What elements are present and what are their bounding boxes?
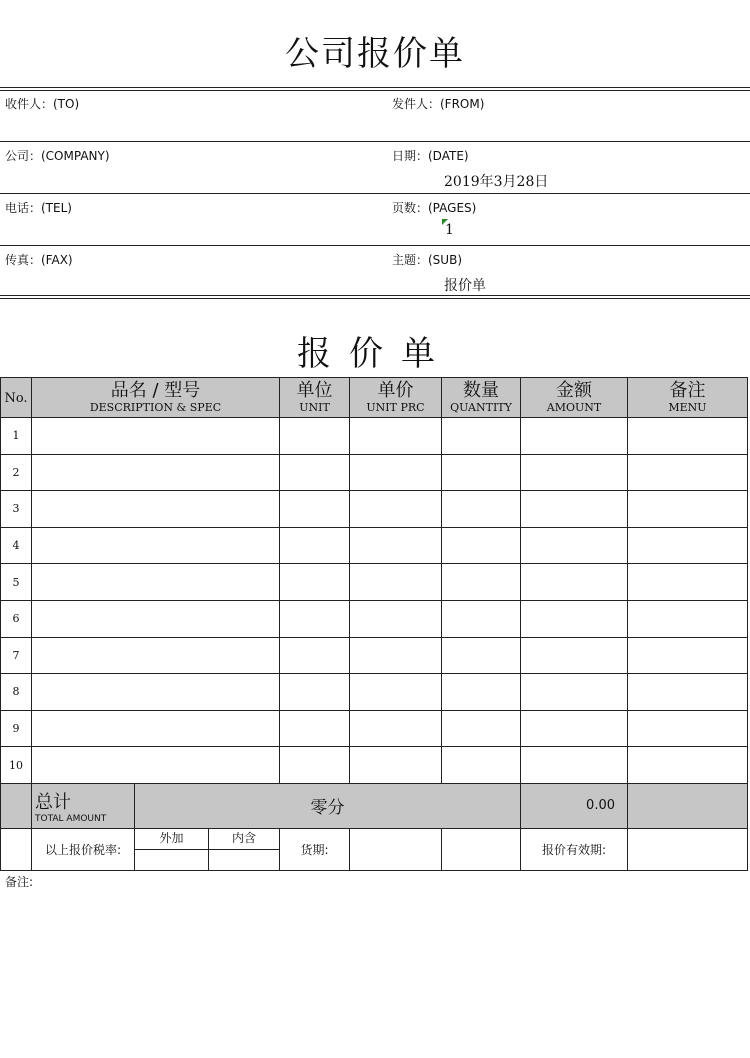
cell-unit-price[interactable] — [350, 674, 442, 711]
remarks-label: 备注: — [5, 875, 34, 889]
cell-description[interactable] — [32, 527, 280, 564]
cell-description[interactable] — [32, 710, 280, 747]
cell-quantity[interactable] — [442, 674, 521, 711]
cell-memo[interactable] — [628, 747, 748, 784]
table-row — [1, 710, 748, 747]
cell-unit[interactable] — [280, 674, 350, 711]
cell-unit[interactable] — [280, 747, 350, 784]
cell-quantity[interactable] — [442, 710, 521, 747]
cell-unit-price[interactable] — [350, 491, 442, 528]
tax-options — [135, 828, 280, 870]
cell-amount[interactable] — [521, 564, 628, 601]
cell-unit-price[interactable] — [350, 637, 442, 674]
cell-description[interactable] — [32, 637, 280, 674]
row-number: 8 — [1, 674, 32, 711]
cell-amount[interactable] — [521, 527, 628, 564]
cell-memo[interactable] — [628, 564, 748, 601]
cell-amount[interactable] — [521, 454, 628, 491]
total-blank — [1, 783, 32, 828]
pages-label: 页数：(PAGES) — [392, 201, 477, 215]
tax-included-value[interactable] — [209, 850, 279, 870]
tax-extra-label: 外加 — [135, 829, 209, 849]
tax-row — [1, 828, 748, 870]
row-number: 6 — [1, 600, 32, 637]
cell-description[interactable] — [32, 674, 280, 711]
cell-description[interactable] — [32, 564, 280, 601]
row-number: 3 — [1, 491, 32, 528]
header-unit-price: 单价 UNIT PRC — [350, 378, 442, 418]
cell-amount[interactable] — [521, 491, 628, 528]
cell-memo[interactable] — [628, 674, 748, 711]
table-row — [1, 747, 748, 784]
table-row — [1, 527, 748, 564]
cell-unit[interactable] — [280, 600, 350, 637]
cell-amount[interactable] — [521, 710, 628, 747]
cell-memo[interactable] — [628, 637, 748, 674]
cell-amount[interactable] — [521, 747, 628, 784]
header-description: 品名 / 型号 DESCRIPTION & SPEC — [32, 378, 280, 418]
header-amount: 金额 AMOUNT — [521, 378, 628, 418]
cell-description[interactable] — [32, 747, 280, 784]
cell-quantity[interactable] — [442, 600, 521, 637]
cell-unit[interactable] — [280, 637, 350, 674]
cell-quantity[interactable] — [442, 637, 521, 674]
tax-rate-label: 以上报价税率: — [32, 828, 135, 870]
header-unit: 单位 UNIT — [280, 378, 350, 418]
cell-unit[interactable] — [280, 564, 350, 601]
validity-label: 报价有效期: — [521, 828, 628, 870]
cell-unit-price[interactable] — [350, 710, 442, 747]
cell-description[interactable] — [32, 491, 280, 528]
tax-blank — [1, 828, 32, 870]
table-row — [1, 564, 748, 601]
cell-description[interactable] — [32, 418, 280, 455]
cell-quantity[interactable] — [442, 454, 521, 491]
cell-description[interactable] — [32, 454, 280, 491]
cell-quantity[interactable] — [442, 491, 521, 528]
row-number: 9 — [1, 710, 32, 747]
cell-memo[interactable] — [628, 454, 748, 491]
cell-quantity[interactable] — [442, 747, 521, 784]
cell-unit-price[interactable] — [350, 564, 442, 601]
cell-memo[interactable] — [628, 527, 748, 564]
total-label: 总计 TOTAL AMOUNT — [32, 783, 135, 828]
tax-extra-value[interactable] — [135, 850, 209, 870]
cell-unit[interactable] — [280, 527, 350, 564]
header-memo: 备注 MENU — [628, 378, 748, 418]
cell-unit[interactable] — [280, 491, 350, 528]
table-row — [1, 674, 748, 711]
delivery-extra[interactable] — [442, 828, 521, 870]
date-label: 日期：(DATE) — [392, 149, 469, 163]
cell-memo[interactable] — [628, 600, 748, 637]
delivery-label: 货期: — [280, 828, 350, 870]
cell-quantity[interactable] — [442, 564, 521, 601]
cell-unit-price[interactable] — [350, 418, 442, 455]
row-number: 2 — [1, 454, 32, 491]
table-row — [1, 600, 748, 637]
row-number: 4 — [1, 527, 32, 564]
row-number: 10 — [1, 747, 32, 784]
row-number: 5 — [1, 564, 32, 601]
validity-value[interactable] — [628, 828, 748, 870]
delivery-value[interactable] — [350, 828, 442, 870]
table-row — [1, 637, 748, 674]
cell-unit-price[interactable] — [350, 600, 442, 637]
row-number: 7 — [1, 637, 32, 674]
table-row — [1, 454, 748, 491]
cell-memo[interactable] — [628, 491, 748, 528]
cell-unit-price[interactable] — [350, 454, 442, 491]
date-value[interactable]: 2019年3月28日 — [444, 174, 549, 190]
table-row — [1, 418, 748, 455]
divider — [0, 245, 750, 246]
total-memo[interactable] — [628, 783, 748, 828]
cell-amount[interactable] — [521, 637, 628, 674]
cell-unit-price[interactable] — [350, 527, 442, 564]
header-no: No. — [1, 378, 32, 418]
cell-description[interactable] — [32, 600, 280, 637]
header-quantity: 数量 QUANTITY — [442, 378, 521, 418]
pages-value[interactable]: 1 — [445, 222, 454, 238]
fax-label: 传真：(FAX) — [5, 253, 73, 267]
cell-memo[interactable] — [628, 710, 748, 747]
cell-amount[interactable] — [521, 674, 628, 711]
tel-label: 电话：(TEL) — [5, 201, 72, 215]
divider — [0, 87, 750, 88]
divider — [0, 90, 750, 91]
from-label: 发件人：(FROM) — [392, 97, 485, 111]
divider — [0, 141, 750, 142]
tax-included-label: 内含 — [231, 830, 256, 845]
cell-memo[interactable] — [628, 418, 748, 455]
cell-amount[interactable] — [521, 418, 628, 455]
sub-label: 主题：(SUB) — [392, 253, 462, 267]
company-label: 公司：(COMPANY) — [5, 149, 110, 163]
quote-table — [0, 377, 748, 871]
cell-unit[interactable] — [280, 710, 350, 747]
divider — [0, 193, 750, 194]
table-title: 报价单 — [297, 334, 453, 374]
total-row — [1, 783, 748, 828]
divider — [0, 295, 750, 296]
sub-value[interactable]: 报价单 — [444, 278, 486, 294]
cell-amount[interactable] — [521, 600, 628, 637]
cell-unit[interactable] — [280, 418, 350, 455]
total-in-words[interactable]: 零分 — [135, 783, 521, 828]
table-row — [1, 491, 748, 528]
header-row — [1, 378, 748, 418]
to-label: 收件人：(TO) — [5, 97, 80, 111]
cell-quantity[interactable] — [442, 527, 521, 564]
divider — [0, 298, 750, 299]
total-amount[interactable]: 0.00 — [521, 783, 628, 828]
page-title: 公司报价单 — [285, 34, 465, 74]
row-number: 1 — [1, 418, 32, 455]
cell-unit-price[interactable] — [350, 747, 442, 784]
cell-quantity[interactable] — [442, 418, 521, 455]
cell-unit[interactable] — [280, 454, 350, 491]
